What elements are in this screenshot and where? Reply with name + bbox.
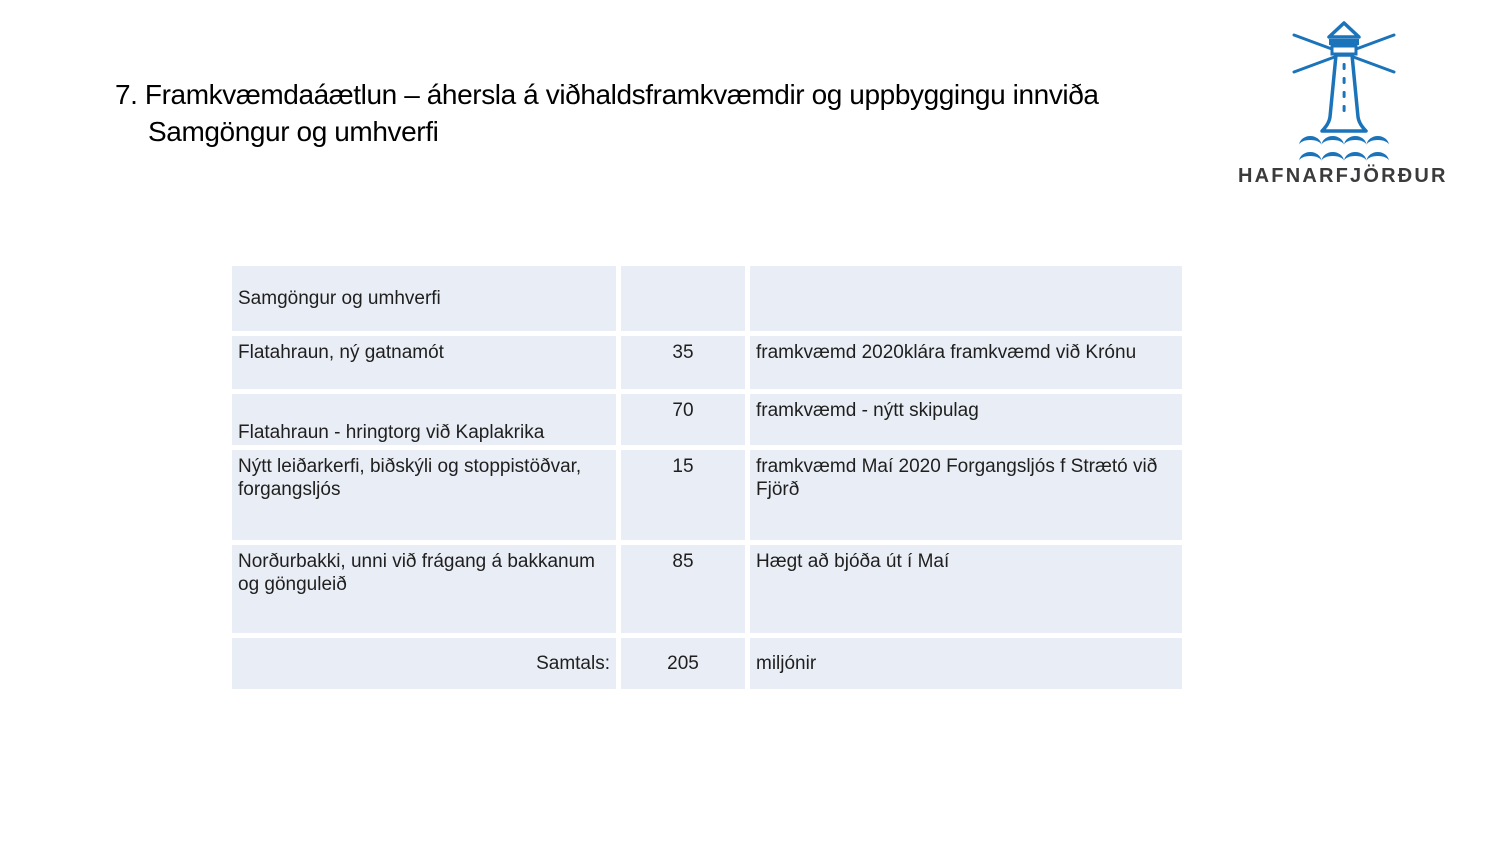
slide-title [115,76,1099,150]
table-cell-amount: 70 [621,394,745,445]
table-cell-project: Flatahraun - hringtorg við Kaplakrika [232,394,616,445]
table-cell-note: framkvæmd - nýtt skipulag [750,394,1182,445]
table-cell-project: Flatahraun, ný gatnamót [232,336,616,389]
waves [1299,136,1389,161]
table-cell-total-label: Samtals: [232,638,616,689]
table-cell-amount: 85 [621,545,745,633]
table-cell-project: Nýtt leiðarkerfi, biðskýli og stoppistöðvar, forgangsljós [232,450,616,540]
slide-title-line2: Samgöngur og umhverfi [148,116,439,147]
lighthouse-roof [1329,23,1359,37]
table-cell-amount [621,266,745,331]
table-cell-amount: 35 [621,336,745,389]
slide-title-line1: 7. Framkvæmdaáætlun – áhersla á viðhaldsframkvæmdir og uppbyggingu innviða [115,79,1099,110]
table-cell-total-unit: miljónir [750,638,1182,689]
table-cell-project: Norðurbakki, unni við frágang á bakkanum og gönguleið [232,545,616,633]
table-cell-note: framkvæmd Maí 2020 Forgangsljós f Strætó við Fjörð [750,450,1182,540]
projects-table [232,266,1182,689]
lighthouse-icon [1238,20,1442,168]
table-cell-note: framkvæmd 2020klára framkvæmd við Krónu [750,336,1182,389]
table-cell-amount: 15 [621,450,745,540]
table-cell-note [750,266,1182,331]
logo-wordmark: HAFNARFJÖRÐUR [1238,165,1448,187]
hafnarfjordur-logo [1238,20,1448,188]
table-cell-total-amount: 205 [621,638,745,689]
table-cell-section-title: Samgöngur og umhverfi [232,266,616,331]
table-cell-note: Hægt að bjóða út í Maí [750,545,1182,633]
